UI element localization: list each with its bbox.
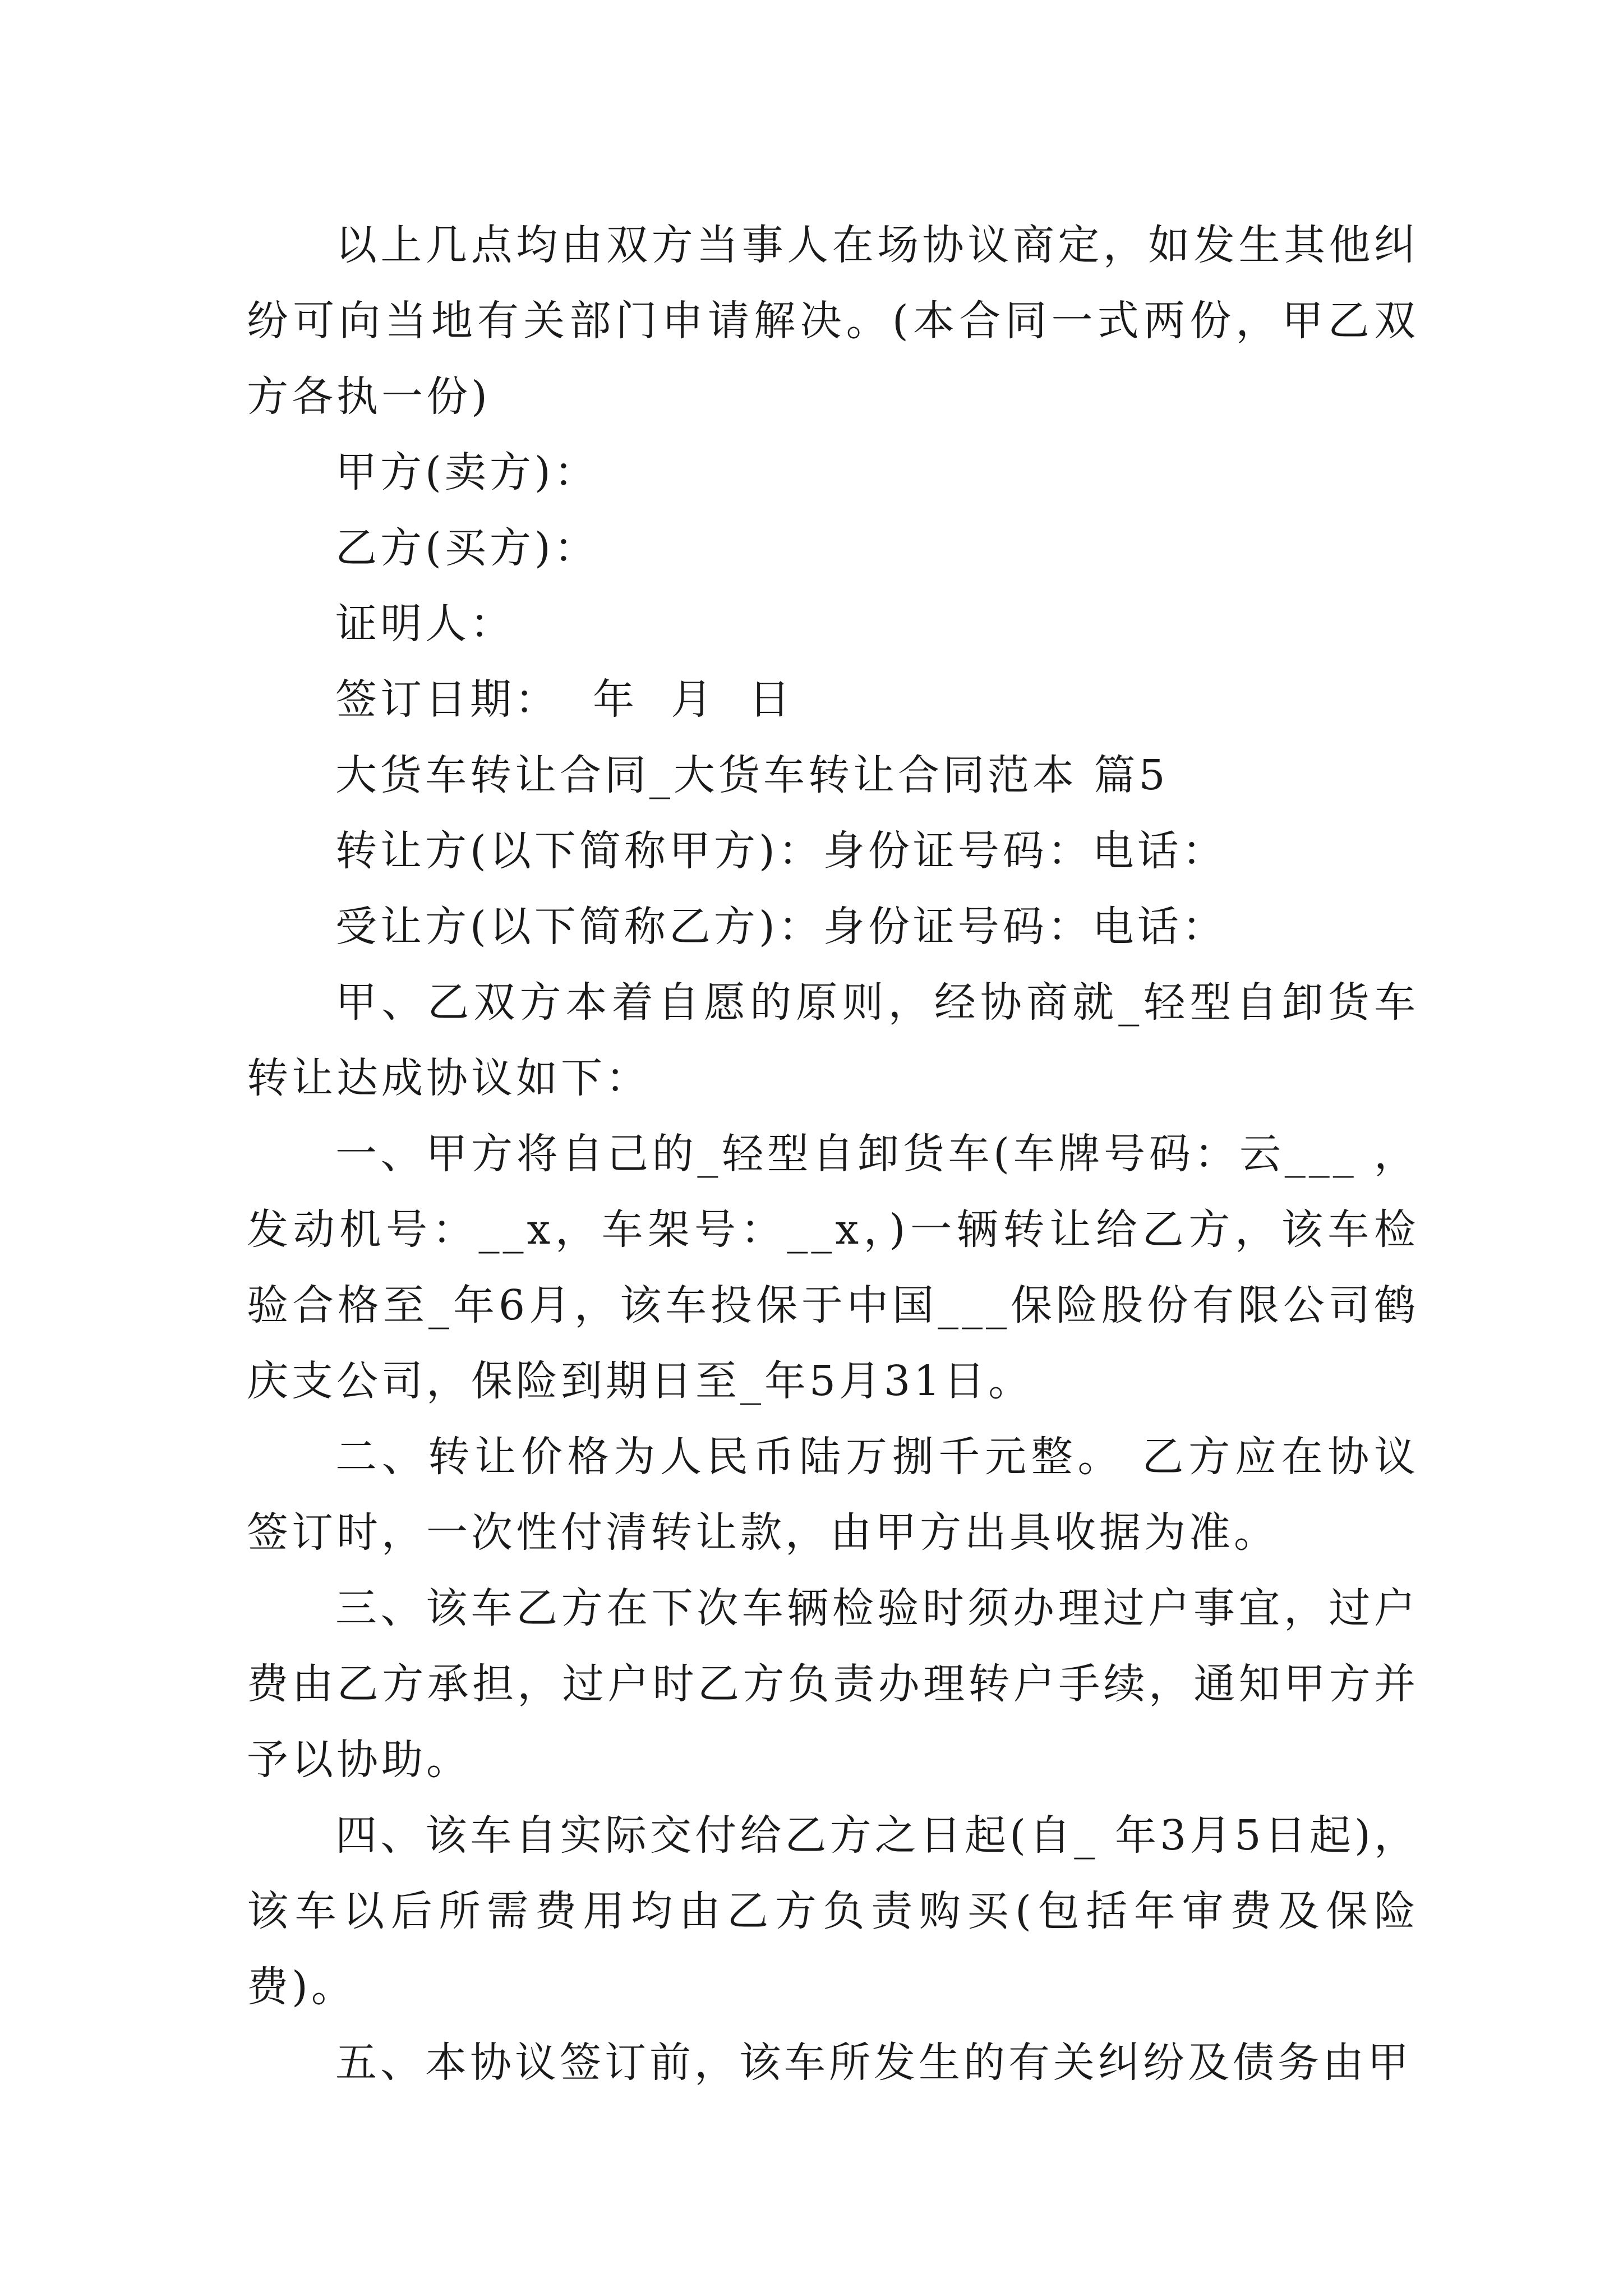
clause-2-price: 二、转让价格为人民币陆万捌千元整。 乙方应在协议签订时，一次性付清转让款，由甲方出具收据为准。: [247, 1433, 1419, 1557]
document-body: [247, 208, 1419, 2101]
paragraph-party-a-seller: 甲方(卖方)：: [335, 448, 599, 496]
clause-5-prior-disputes: 五、本协议签订前，该车所发生的有关纠纷及债务由甲: [335, 2039, 1412, 2087]
section-heading-part-5: 大货车转让合同_大货车转让合同范本 篇5: [335, 751, 1169, 799]
paragraph-witness: 证明人：: [335, 600, 515, 648]
paragraph-agreement-intro: 甲、乙双方本着自愿的原则，经协商就_轻型自卸货车转让达成协议如下：: [247, 978, 1419, 1102]
clause-4-costs: 四、该车自实际交付给乙方之日起(自_ 年3月5日起)，该车以后所需费用均由乙方负责购买(包括年审费及保险费)。: [247, 1811, 1419, 2011]
paragraph-party-b-buyer: 乙方(买方)：: [335, 524, 599, 572]
paragraph-transferee: 受让方(以下简称乙方)：身份证号码：电话：: [335, 903, 1227, 951]
paragraph-signing-date: 签订日期： 年 月 日: [335, 675, 794, 724]
paragraph-dispute-resolution: 以上几点均由双方当事人在场协议商定，如发生其他纠纷可向当地有关部门申请解决。(本合同一式两份，甲乙双方各执一份): [247, 221, 1419, 421]
clause-3-ownership-transfer: 三、该车乙方在下次车辆检验时须办理过户事宜，过户费由乙方承担，过户时乙方负责办理转户手续，通知甲方并予以协助。: [247, 1584, 1419, 1784]
clause-1-vehicle-details: 一、甲方将自己的_轻型自卸货车(车牌号码：云___ ，发动机号：__x，车架号：__x，)一辆转让给乙方，该车检验合格至_年6月，该车投保于中国___保险股份有限公司鹤庆支公司，保险到期日至_年5月31日。: [247, 1130, 1419, 1405]
paragraph-transferor: 转让方(以下简称甲方)：身份证号码：电话：: [335, 827, 1227, 875]
